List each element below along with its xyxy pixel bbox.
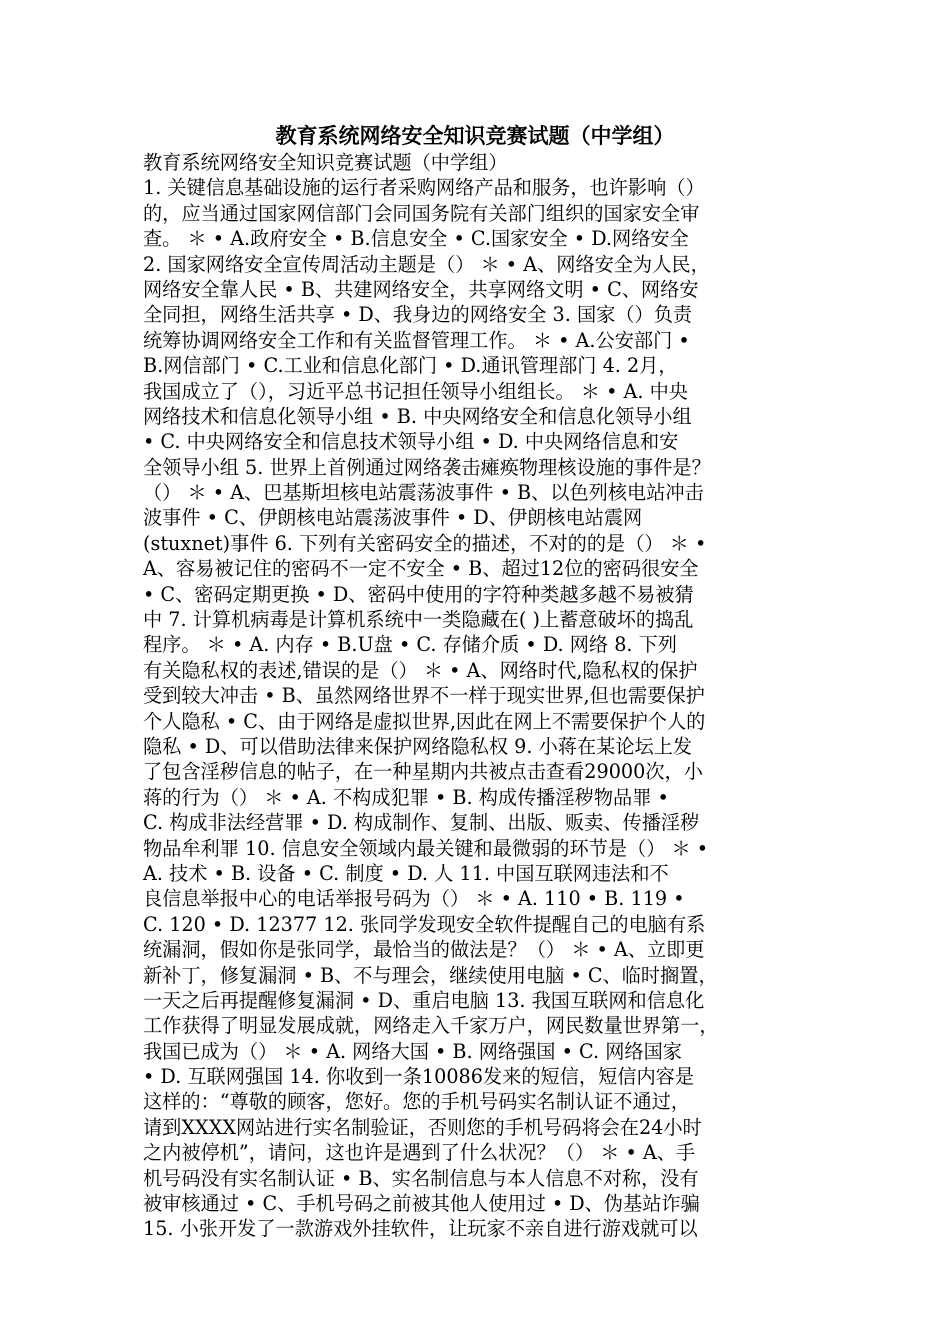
body-line: 请到XXXX网站进行实名制验证，否则您的手机号码将会在24小时	[143, 1115, 702, 1139]
body-line: 之内被停机”，请问，这也许是遇到了什么状况？（） ＊ • A、手	[143, 1141, 696, 1165]
body-line: 物品牟利罪 10. 信息安全领域内最关键和最微弱的环节是（） ＊ •	[143, 836, 709, 860]
body-line: B.网信部门 • C.工业和信息化部门 • D.通讯管理部门 4. 2月，	[143, 354, 678, 378]
body-line: 这样的：“尊敬的顾客，您好。您的手机号码实名制认证不通过，	[143, 1090, 691, 1114]
body-line: 了包含淫秽信息的帖子，在一种星期内共被点击查看29000次，小	[143, 760, 703, 784]
body-line: 教育系统网络安全知识竞赛试题（中学组）	[143, 151, 508, 174]
document-title: 教育系统网络安全知识竞赛试题（中学组）	[275, 123, 675, 148]
body-line: 统漏洞，假如你是张同学，最恰当的做法是？（） ＊ • A、立即更	[143, 938, 705, 962]
body-line: 个人隐私 • C、由于网络是虚拟世界,因此在网上不需要保护个人的	[143, 709, 706, 733]
body-line: 隐私 • D、可以借助法律来保护网络隐私权 9. 小蒋在某论坛上发	[143, 734, 693, 758]
body-line: （） ＊ • A、巴基斯坦核电站震荡波事件 • B、以色列核电站冲击	[143, 481, 704, 505]
body-line: A. 技术 • B. 设备 • C. 制度 • D. 人 11. 中国互联网违法和不	[143, 861, 669, 885]
body-line: • D. 互联网强国 14. 你收到一条10086发来的短信，短信内容是	[143, 1065, 695, 1089]
body-line: 网络技术和信息化领导小组 • B. 中央网络安全和信息化领导小组	[143, 404, 692, 428]
body-line: 全同担，网络生活共享 • D、我身边的网络安全 3. 国家（）负责	[143, 303, 693, 327]
body-line: 工作获得了明显发展成就，网络走入千家万户，网民数量世界第一，	[143, 1014, 719, 1038]
body-line: 新补丁，修复漏洞 • B、不与理会，继续使用电脑 • C、临时搁置，	[143, 963, 718, 987]
body-line: 被审核通过 • C、手机号码之前被其他人使用过 • D、伪基站诈骗	[143, 1192, 700, 1216]
document-body	[143, 150, 811, 1242]
body-line: 我国成立了（），习近平总书记担任领导小组组长。 ＊ • A. 中央	[143, 379, 688, 403]
body-line: 机号码没有实名制认证 • B、实名制信息与本人信息不对称，没有	[143, 1166, 699, 1190]
body-line: 有关隐私权的表述,错误的是（） ＊ • A、网络时代,隐私权的保护	[143, 658, 698, 682]
body-line: 查。 ＊ • A.政府安全 • B.信息安全 • C.国家安全 • D.网络安全	[143, 227, 689, 251]
body-line: 网络安全靠人民 • B、共建网络安全，共享网络文明 • C、网络安	[143, 277, 699, 301]
body-line: • C. 中央网络安全和信息技术领导小组 • D. 中央网络信息和安	[143, 430, 679, 454]
body-line: 2. 国家网络安全宣传周活动主题是（） ＊ • A、网络安全为人民，	[143, 252, 710, 276]
body-line: (stuxnet)事件 6. 下列有关密码安全的描述，不对的的是（） ＊ •	[143, 531, 707, 555]
body-line: C. 120 • D. 12377 12. 张同学发现安全软件提醒自己的电脑有系	[143, 912, 706, 936]
body-line: C. 构成非法经营罪 • D. 构成制作、复制、出版、贩卖、传播淫秽	[143, 811, 700, 835]
body-line: 程序。 ＊ • A. 内存 • B.U盘 • C. 存储介质 • D. 网络 8. 下列	[143, 633, 677, 657]
body-line: 受到较大冲击 • B、虽然网络世界不一样于现实世界,但也需要保护	[143, 684, 705, 708]
body-line: 蒋的行为（） ＊ • A. 不构成犯罪 • B. 构成传播淫秽物品罪 •	[143, 785, 669, 809]
body-line: 波事件 • C、伊朗核电站震荡波事件 • D、伊朗核电站震网	[143, 506, 643, 530]
body-line: 中 7. 计算机病毒是计算机系统中一类隐藏在( )上蓄意破坏的捣乱	[143, 608, 694, 632]
body-line: 15. 小张开发了一款游戏外挂软件，让玩家不亲自进行游戏就可以	[143, 1217, 698, 1241]
body-line: 一天之后再提醒修复漏洞 • D、重启电脑 13. 我国互联网和信息化	[143, 988, 705, 1012]
body-line: 良信息举报中心的电话举报号码为（） ＊ • A. 110 • B. 119 •	[143, 887, 685, 911]
body-line: 统筹协调网络安全工作和有关监督管理工作。 ＊ • A.公安部门 •	[143, 328, 690, 352]
body-line: 全领导小组 5. 世界上首例通过网络袭击瘫痪物理核设施的事件是？	[143, 455, 711, 479]
body-line: 1. 关键信息基础设施的运行者采购网络产品和服务，也许影响（）	[143, 176, 705, 200]
body-line: 我国已成为（） ＊ • A. 网络大国 • B. 网络强国 • C. 网络国家	[143, 1039, 682, 1063]
body-line: • C、密码定期更换 • D、密码中使用的字符种类越多越不易被猜	[143, 582, 694, 606]
body-line: A、容易被记住的密码不一定不安全 • B、超过12位的密码很安全	[143, 557, 699, 581]
body-line: 的，应当通过国家网信部门会同国务院有关部门组织的国家安全审	[143, 201, 700, 225]
